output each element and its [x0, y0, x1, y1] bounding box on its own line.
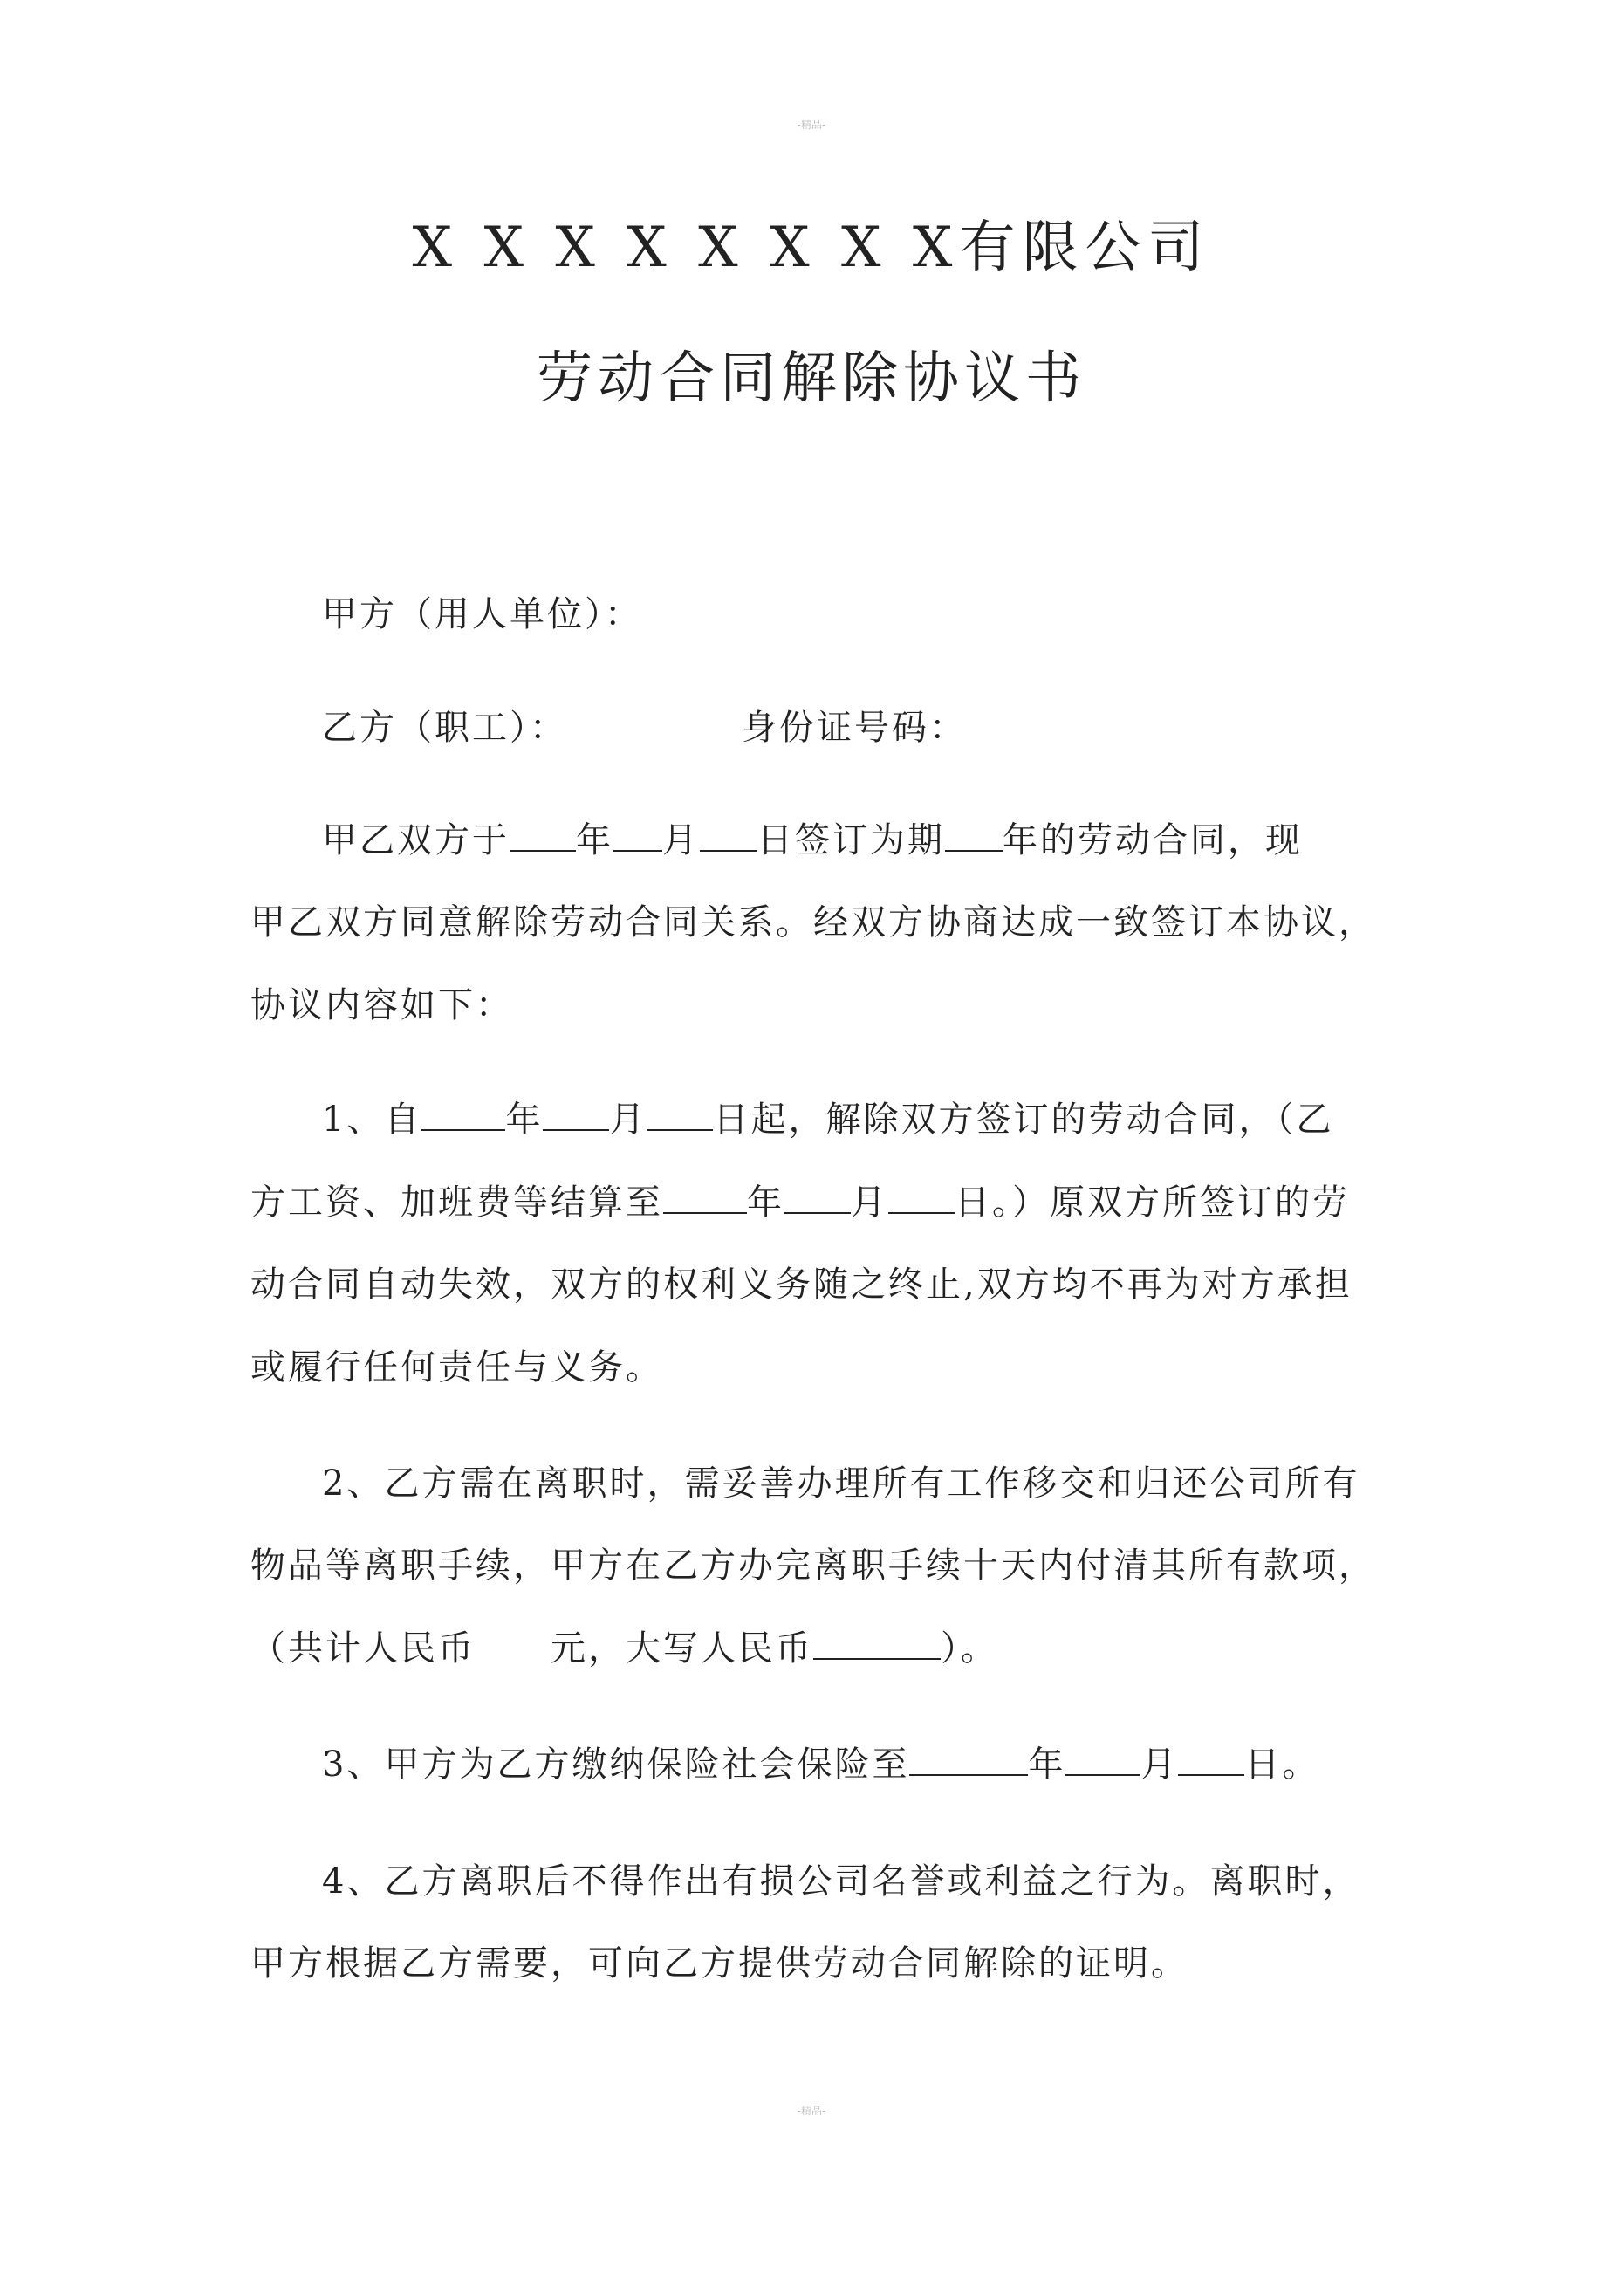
blank-settle-month[interactable] [784, 1181, 851, 1214]
clause-2-line-1: 2、乙方需在离职时，需妥善办理所有工作移交和归还公司所有 [322, 1463, 1360, 1504]
footer-watermark: -精品- [797, 2105, 826, 2117]
clause-1-line-2: 方工资、加班费等结算至 年 月 日。）原双方所签订的劳 [250, 1182, 1350, 1223]
blank-terminate-year[interactable] [421, 1098, 505, 1131]
clause-3-line-1: 3、甲方为乙方缴纳保险社会保险至 年 月 日。 [322, 1744, 1320, 1785]
clause-4-line-2: 甲方根据乙方需要，可向乙方提供劳动合同解除的证明。 [250, 1943, 1188, 1984]
intro-line-2: 甲乙双方同意解除劳动合同关系。经双方协商达成一致签订本协议， [250, 902, 1376, 942]
blank-insurance-day[interactable] [1178, 1743, 1244, 1776]
blank-term-years[interactable] [945, 819, 1003, 852]
blank-amount-words[interactable] [813, 1627, 941, 1660]
blank-sign-year[interactable] [510, 819, 576, 852]
id-number-label: 身份证号码： [742, 708, 967, 748]
blank-settle-day[interactable] [888, 1181, 955, 1214]
clause-1-line-3: 动合同自动失效，双方的权利义务随之终止,双方均不再为对方承担 [250, 1265, 1352, 1305]
party-b-line [322, 705, 1456, 750]
clause-1-line-4: 或履行任何责任与义务。 [250, 1347, 663, 1388]
party-b-label: 乙方（职工）： [322, 708, 567, 748]
blank-insurance-month[interactable] [1065, 1743, 1140, 1776]
company-name: X X X X X X X X有限公司 [412, 216, 1211, 280]
blank-settle-year[interactable] [663, 1181, 747, 1214]
blank-insurance-year[interactable] [909, 1743, 1028, 1776]
blank-terminate-day[interactable] [647, 1098, 713, 1131]
intro-line-1: 甲乙双方于 年 月 日签订为期 年的劳动合同，现 [322, 820, 1303, 860]
intro-line-3: 协议内容如下： [250, 985, 513, 1025]
party-a-line [322, 592, 1456, 637]
party-a-label: 甲方（用人单位）： [322, 594, 642, 634]
clause-2-line-3: （共计人民币 元，大写人民币 ）。 [250, 1628, 998, 1669]
header-watermark: -精品- [797, 119, 826, 131]
document-title: 劳动合同解除协议书 [537, 346, 1086, 411]
clause-4-line-1: 4、乙方离职后不得作出有损公司名誉或利益之行为。离职时， [322, 1861, 1360, 1902]
blank-terminate-month[interactable] [543, 1098, 609, 1131]
clause-1-line-1: 1、自 年 月 日起，解除双方签订的劳动合同，（乙 [322, 1100, 1334, 1140]
blank-sign-month[interactable] [613, 819, 662, 852]
clause-2-line-2: 物品等离职手续，甲方在乙方办完离职手续十天内付清其所有款项， [250, 1546, 1376, 1586]
blank-sign-day[interactable] [700, 819, 757, 852]
